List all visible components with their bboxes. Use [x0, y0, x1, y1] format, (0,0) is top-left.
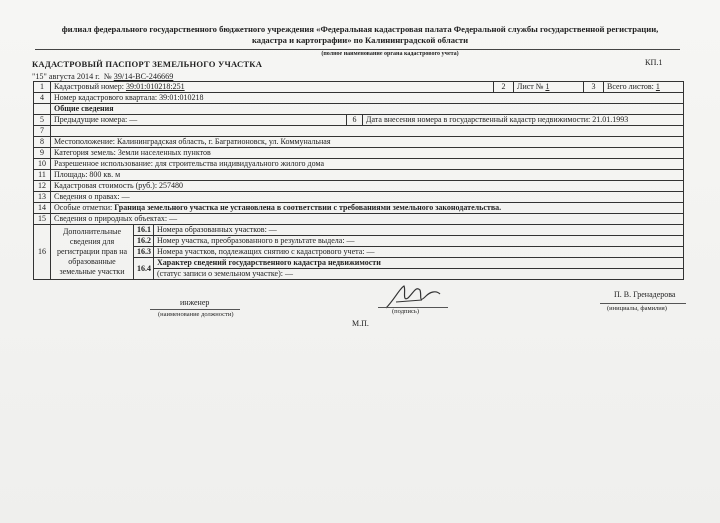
stamp-place: М.П.	[352, 319, 369, 328]
form-code: КП.1	[645, 58, 663, 67]
formed-plots-cell: Номера образованных участков: —	[154, 225, 684, 236]
total-sheets-cell: Всего листов: 1	[604, 82, 684, 93]
name-line	[600, 303, 686, 304]
row-number: 3	[584, 82, 604, 93]
table-row	[34, 82, 684, 93]
row-number: 2	[494, 82, 514, 93]
special-notes-cell: Особые отметки: Граница земельного участка не установлена в соответствии с требованиями земельного законодательства.	[51, 203, 684, 214]
table-row: 9 Категория земель: Земли населенных пунктов	[34, 148, 684, 159]
document-date	[32, 72, 173, 81]
quarter-number-cell: Номер кадастрового квартала: 39:01:010218	[51, 93, 684, 104]
table-row: 14 Особые отметки: Граница земельного участка не установлена в соответствии с требованиями земельного законодательства.	[34, 203, 684, 214]
record-status-label: Характер сведений государственного кадастра недвижимости	[154, 258, 684, 269]
area-cell: Площадь: 800 кв. м	[51, 170, 684, 181]
additional-info-label: Дополнительные сведения для регистрации прав на образованные земельные участки	[51, 225, 134, 280]
table-row: 12 Кадастровая стоимость (руб.): 257480	[34, 181, 684, 192]
org-caption: (полное наименование органа кадастрового учета)	[321, 51, 459, 57]
registration-date-cell: Дата внесения номера в государственный кадастр недвижимости: 21.01.1993	[363, 115, 684, 126]
cadastral-number-cell: Кадастровый номер: 39:01:010218:251	[51, 82, 494, 93]
name-caption: (инициалы, фамилия)	[607, 305, 667, 312]
cadastral-number-value: 39:01:010218:251	[125, 82, 185, 91]
date-day: "15"	[32, 72, 47, 81]
date-rest: августа 2014 г.	[48, 72, 100, 81]
table-row: 4 Номер кадастрового квартала: 39:01:010218	[34, 93, 684, 104]
table-row: 16.3 Номера участков, подлежащих снятию с кадастрового учета: —	[34, 247, 684, 258]
table-row: 7	[34, 126, 684, 137]
table-row: 16.2 Номер участка, преобразованного в результате выдела: —	[34, 236, 684, 247]
table-row: 16.4 Характер сведений государственного кадастра недвижимости	[34, 258, 684, 269]
header-divider	[35, 49, 680, 50]
position-caption: (наименование должности)	[158, 311, 234, 318]
previous-numbers-cell: Предыдущие номера: —	[51, 115, 347, 126]
table-row: 10 Разрешенное использование: для строительства индивидуального жилого дома	[34, 159, 684, 170]
sheet-number-cell: Лист № 1	[514, 82, 584, 93]
passport-table	[33, 81, 684, 280]
position-text: инженер	[180, 298, 210, 307]
org-line-1: филиал федерального государственного бюджетного учреждения «Федеральная кадастровая палата Федеральной службы государственной регистрации,	[61, 24, 659, 34]
land-category-cell: Категория земель: Земли населенных пунктов	[51, 148, 684, 159]
cadastral-value-cell: Кадастровая стоимость (руб.): 257480	[51, 181, 684, 192]
table-row: 11 Площадь: 800 кв. м	[34, 170, 684, 181]
org-line-2: кадастра и картографии» по Калининградской области	[251, 35, 469, 45]
table-row: 5 Предыдущие номера: — 6 Дата внесения номера в государственный кадастр недвижимости: 21.01.1993	[34, 115, 684, 126]
natural-objects-cell: Сведения о природных объектах: —	[51, 214, 684, 225]
table-row: 8 Местоположение: Калининградская область, г. Багратионовск, ул. Коммунальная	[34, 137, 684, 148]
table-row: 13 Сведения о правах: —	[34, 192, 684, 203]
permitted-use-cell: Разрешенное использование: для строительства индивидуального жилого дома	[51, 159, 684, 170]
signature-caption: (подпись)	[392, 308, 419, 315]
location-cell: Местоположение: Калининградская область, г. Багратионовск, ул. Коммунальная	[51, 137, 684, 148]
row-number: 1	[34, 82, 51, 93]
record-status-cell: (статус записи о земельном участке): —	[154, 269, 684, 280]
organization-header	[40, 24, 680, 46]
table-row: 16 Дополнительные сведения для регистрации прав на образованные земельные участки 16.1 Номера образованных участков: —	[34, 225, 684, 236]
document-title: КАДАСТРОВЫЙ ПАСПОРТ ЗЕМЕЛЬНОГО УЧАСТКА	[32, 59, 263, 69]
document-number: 39/14-ВС-246669	[113, 72, 174, 81]
section-general: Общие сведения	[51, 104, 684, 115]
position-line	[150, 309, 240, 310]
table-row	[34, 104, 684, 115]
transformed-plot-cell: Номер участка, преобразованного в результате выдела: —	[154, 236, 684, 247]
table-row: 15 Сведения о природных объектах: —	[34, 214, 684, 225]
number-label: №	[103, 72, 112, 81]
rights-cell: Сведения о правах: —	[51, 192, 684, 203]
signer-name: П. В. Гренадерова	[614, 290, 676, 299]
removed-plots-cell: Номера участков, подлежащих снятию с кадастрового учета: —	[154, 247, 684, 258]
